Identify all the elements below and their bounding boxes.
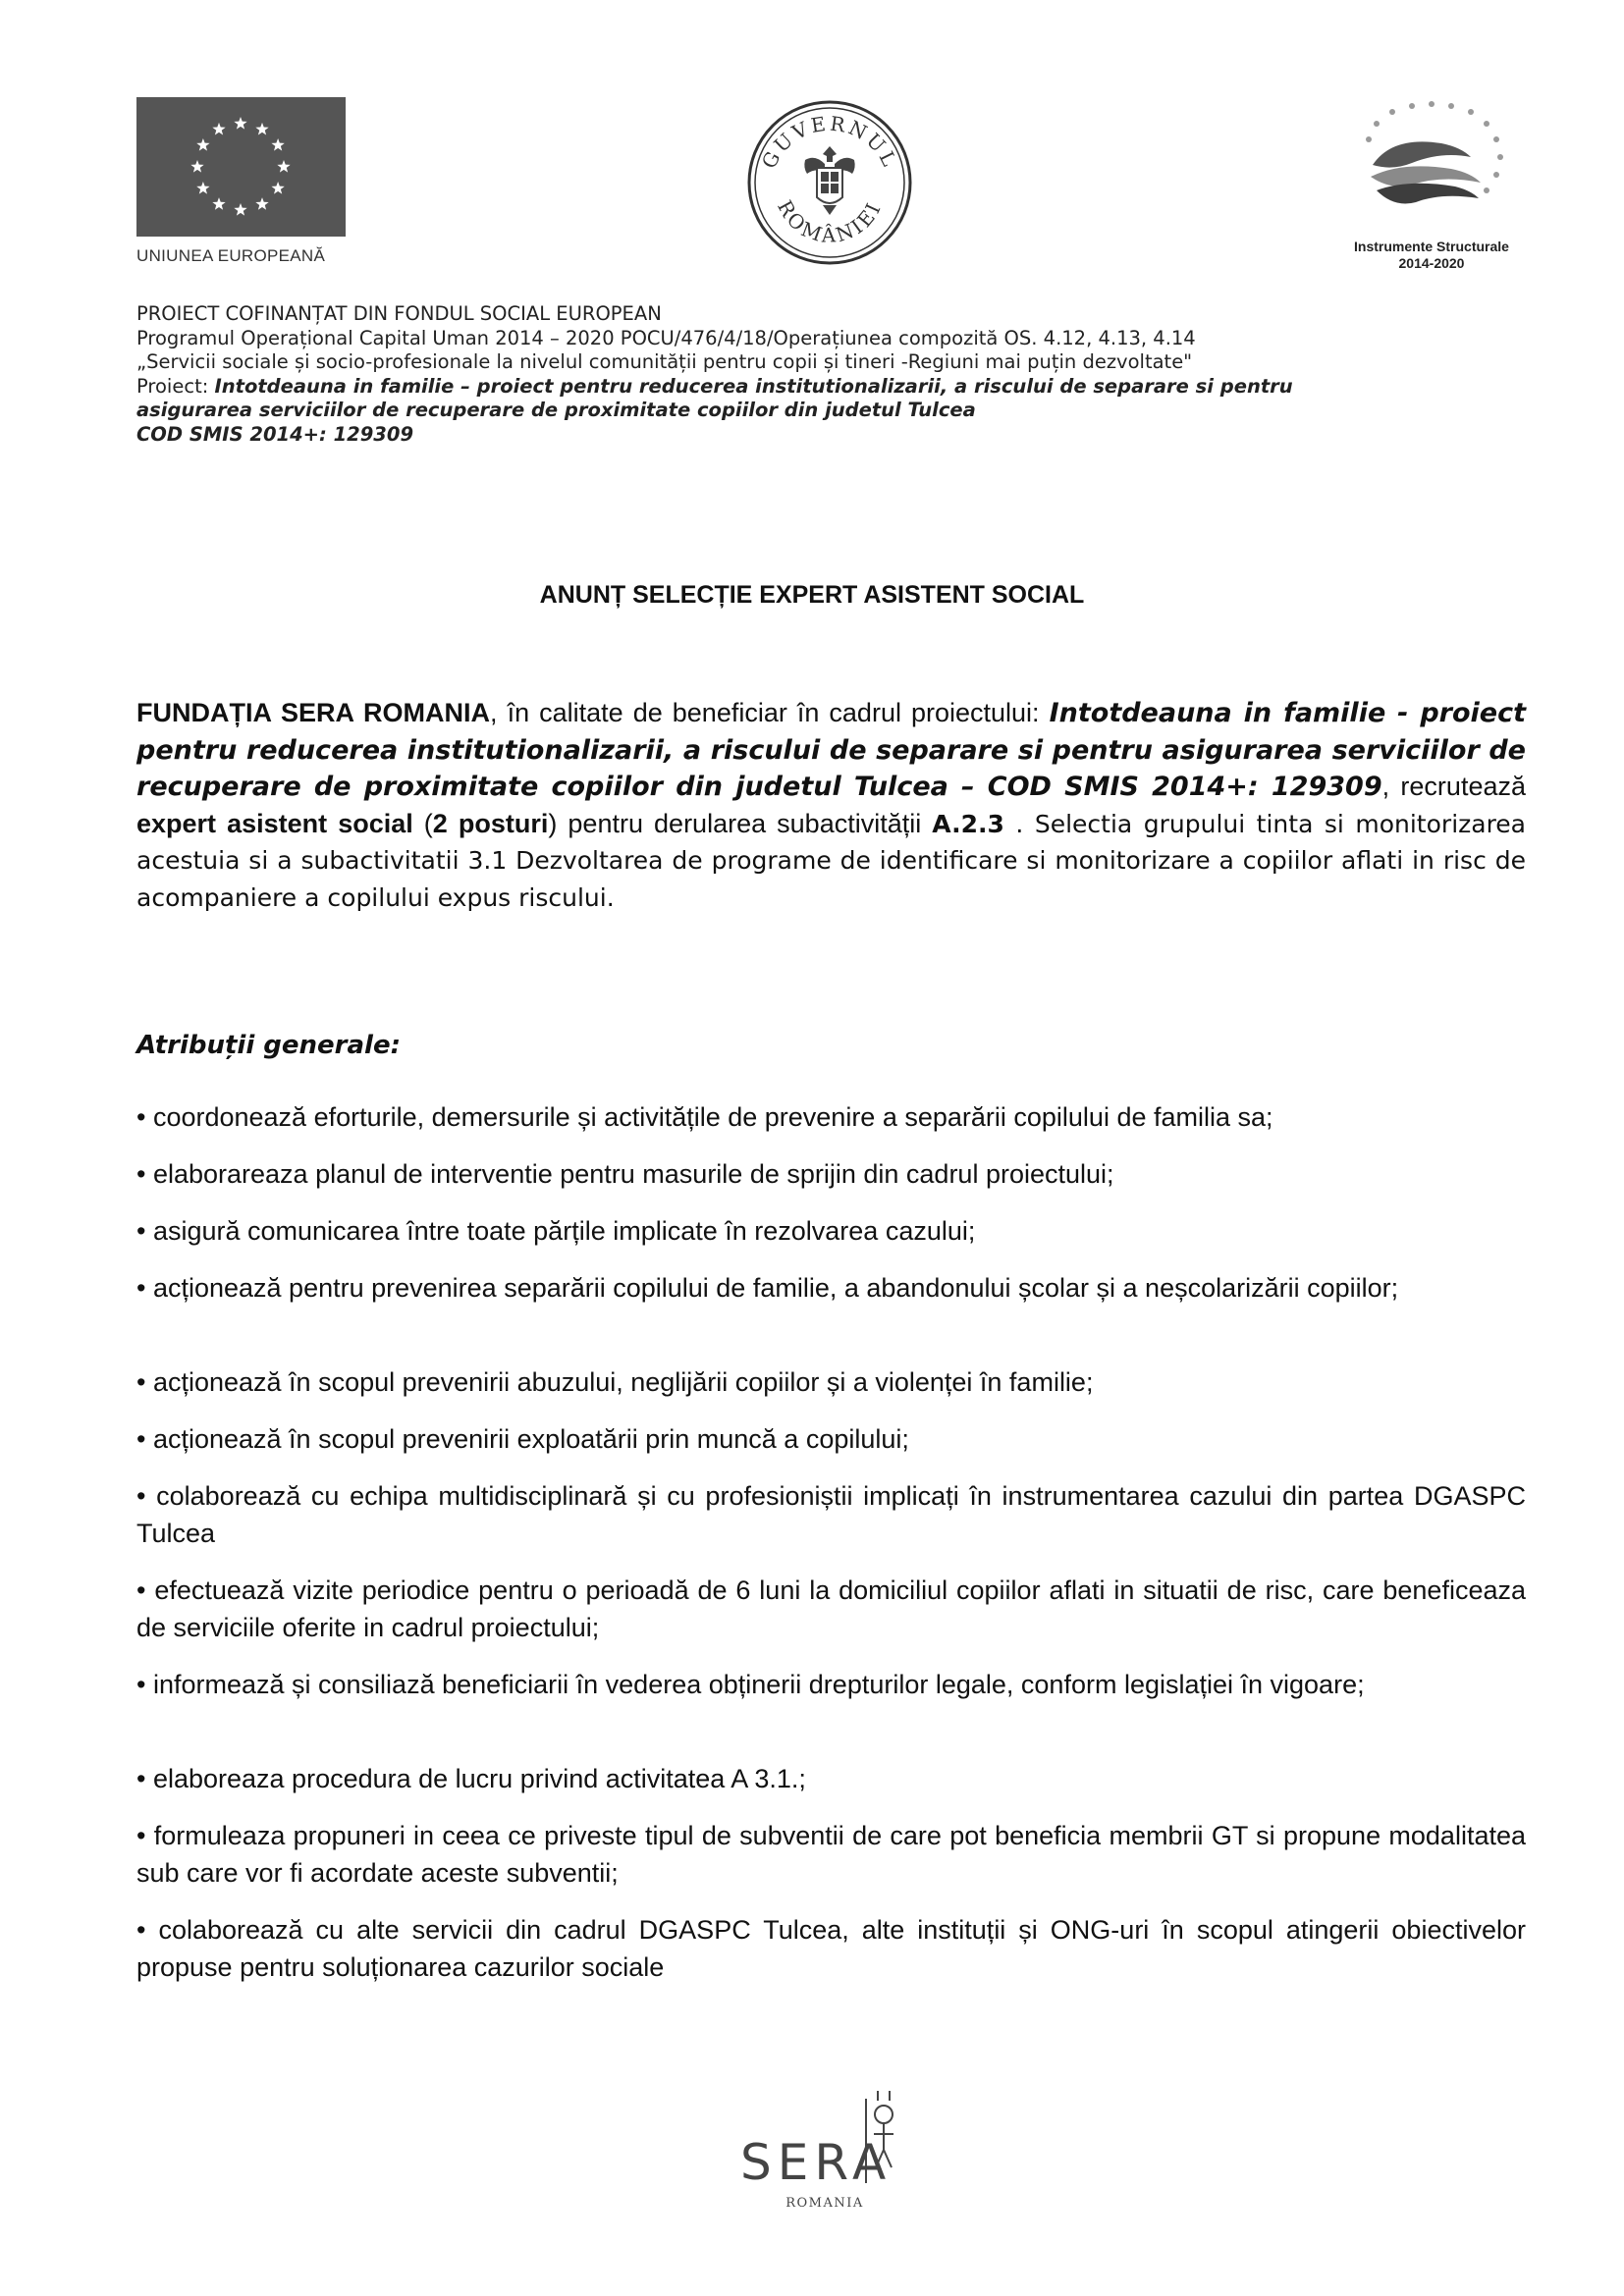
- document-title: ANUNȚ SELECȚIE EXPERT ASISTENT SOCIAL: [539, 581, 1085, 609]
- eu-star-icon: [196, 138, 209, 151]
- list-item: • informează și consiliază beneficiarii în vederea obținerii drepturilor legale, conform legislației în vigoare;: [136, 1670, 1365, 1699]
- eu-flag-icon: [136, 97, 346, 237]
- eu-star-icon: [212, 123, 225, 135]
- eu-logo: [136, 97, 346, 266]
- structural-instruments-icon: [1333, 96, 1530, 234]
- list-item: • colaborează cu echipa multidisciplinară și cu profesioniștii implicați în instrumentarea cazului din partea DGASPC Tulcea: [136, 1481, 1526, 1548]
- svg-text:SERA: SERA: [740, 2134, 893, 2191]
- list-item: • formuleaza propuneri in ceea ce priveste tipul de subventii de care pot beneficia membrii GT si propune modalitatea sub care vor fi acordate aceste subventii;: [136, 1821, 1526, 1888]
- eu-star-icon: [212, 197, 225, 210]
- list-item: • elaborareaza planul de interventie pentru masurile de sprijin din cadrul proiectului;: [136, 1159, 1114, 1189]
- role-name: expert asistent social: [136, 808, 413, 838]
- list-item: • acționează în scopul prevenirii abuzului, neglijării copiilor și a violenței în familie;: [136, 1367, 1094, 1397]
- eu-star-icon: [271, 138, 284, 151]
- svg-text:ROMANIA: ROMANIA: [785, 2196, 864, 2211]
- eu-star-icon: [277, 160, 290, 173]
- structural-instruments-caption: Instrumente Structurale 2014-2020: [1354, 239, 1509, 271]
- list-item: • elaboreaza procedura de lucru privind activitatea A 3.1.;: [136, 1764, 806, 1793]
- activity-code: A.2.3: [932, 809, 1004, 838]
- list-item: • efectuează vizite periodice pentru o perioadă de 6 luni la domiciliul copiilor aflati in situatii de risc, care beneficeaza de serviciile oferite in cadrul proiectului;: [136, 1575, 1526, 1642]
- government-seal-icon: [746, 99, 913, 266]
- eu-star-icon: [271, 182, 284, 194]
- header-line-1: PROIECT COFINANȚAT DIN FONDUL SOCIAL EUROPEAN: [136, 302, 662, 325]
- posts-count: 2 posturi: [432, 808, 549, 838]
- sera-logo-icon: [738, 2089, 915, 2236]
- eu-star-icon: [234, 203, 246, 216]
- eu-star-icon: [234, 117, 246, 130]
- structural-instruments-logo: [1333, 96, 1530, 272]
- header-line-6: COD SMIS 2014+: 129309: [136, 422, 414, 446]
- list-item: • acționează în scopul prevenirii exploatării prin muncă a copilului;: [136, 1424, 909, 1454]
- eu-star-icon: [255, 123, 268, 135]
- intro-paragraph: FUNDAȚIA SERA ROMANIA, în calitate de beneficiar în cadrul proiectului: Intotdeauna in familie - proiect pentru reducerea institutionalizarii, a riscului de separare si pentru asigurarea serviciilor de recuperare de proximitate copiilor din judetul Tulcea – COD SMIS 2014+: 129309, recrutează expert asistent social (2 posturi) pentru derularea subactivității A.2.3 . Selectia grupului tinta si monitorizarea acestuia si a subactivitatii 3.1 Dezvoltarea de programe de identificare si monitorizare a copiilor aflati in risc de acompaniere a copilului expus riscului.: [136, 698, 1527, 912]
- header-line-3: „Servicii sociale și socio-profesionale la nivelul comunității pentru copii și tineri -Regiuni mai puțin dezvoltate": [136, 350, 1193, 373]
- government-seal: [746, 99, 913, 271]
- svg-text:ROMÂNIEI: ROMÂNIEI: [773, 196, 887, 247]
- list-item: • colaborează cu alte servicii din cadrul DGASPC Tulcea, alte instituții și ONG-uri în scopul atingerii obiectivelor propuse pentru soluționarea cazurilor sociale: [136, 1915, 1526, 1982]
- project-name: Intotdeauna in familie - proiect pentru reducerea institutionalizarii, a riscului de separare si pentru asigurarea serviciilor de recuperare de proximitate copiilor din judetul Tulcea – COD SMIS 2014+: 129309: [136, 698, 1526, 802]
- project-header: [136, 302, 1531, 447]
- sera-romania-logo: [738, 2089, 915, 2241]
- header-line-2: Programul Operațional Capital Uman 2014 – 2020 POCU/476/4/18/Operațiunea compozită OS. 4.12, 4.13, 4.14: [136, 326, 1196, 349]
- svg-text:GUVERNUL: GUVERNUL: [756, 111, 903, 173]
- eu-caption: UNIUNEA EUROPEANĂ: [136, 246, 326, 265]
- header-line-5: asigurarea serviciilor de recuperare de proximitate copiilor din judetul Tulcea: [136, 399, 976, 421]
- list-item: • asigură comunicarea între toate părțile implicate în rezolvarea cazului;: [136, 1216, 976, 1246]
- list-item: • acționează pentru prevenirea separării copilului de familie, a abandonului școlar și a neșcolarizării copiilor;: [136, 1273, 1399, 1303]
- eu-star-icon: [255, 197, 268, 210]
- organization-name: FUNDAȚIA SERA ROMANIA: [136, 698, 491, 727]
- eu-star-icon: [190, 160, 203, 173]
- list-item: • coordonează eforturile, demersurile și activitățile de prevenire a separării copilului de familia sa;: [136, 1102, 1273, 1132]
- eu-star-icon: [196, 182, 209, 194]
- attributions-heading: Atribuții generale:: [136, 1031, 401, 1060]
- header-line-4: Proiect: Intotdeauna in familie – proiect pentru reducerea institutionalizarii, a riscului de separare si pentru: [136, 374, 1293, 398]
